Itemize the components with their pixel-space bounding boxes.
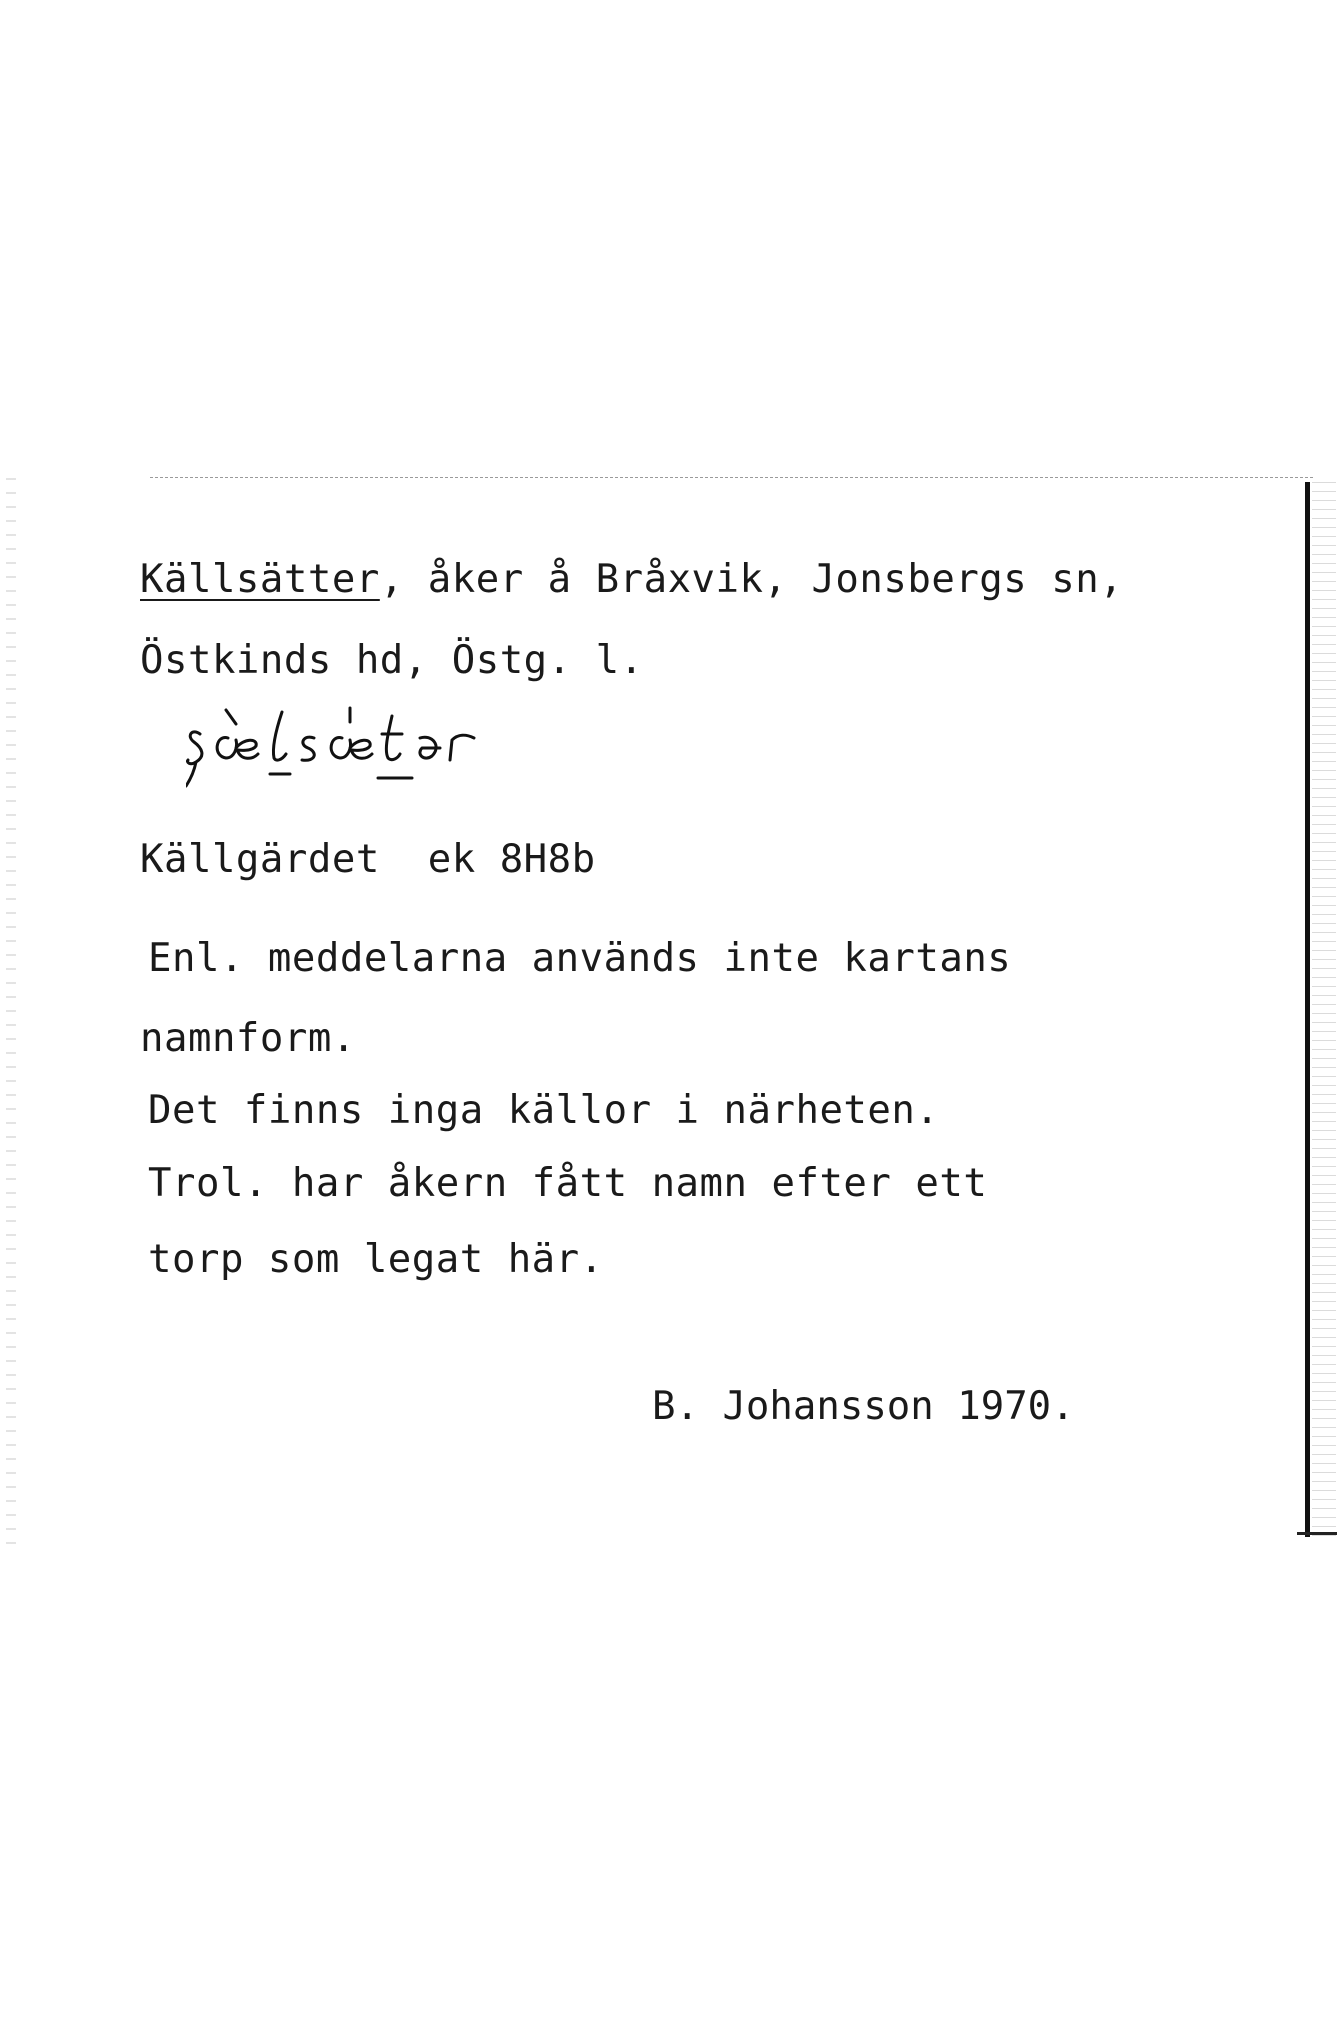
- note-line-2: namnform.: [140, 1016, 356, 1061]
- note-line-1: Enl. meddelarna används inte kartans: [148, 936, 1012, 981]
- note-line-5: torp som legat här.: [148, 1237, 604, 1282]
- note-line-4: Trol. har åkern fått namn efter ett: [148, 1161, 988, 1206]
- place-description: , åker å Bråxvik, Jonsbergs sn,: [379, 557, 1124, 602]
- card-right-shadow: [1312, 482, 1336, 1537]
- card-top-edge: [150, 477, 1313, 478]
- place-name: Källsätter: [140, 557, 380, 602]
- map-reference: Källgärdet ek 8H8b: [140, 837, 596, 882]
- card-heading: [140, 557, 1124, 602]
- scan-edge-speckle: [6, 478, 16, 1548]
- card-right-edge: [1305, 482, 1310, 1537]
- location-line: Östkinds hd, Östg. l.: [140, 638, 644, 683]
- card-bottom-corner: [1297, 1532, 1337, 1535]
- handwritten-phonetic-transcription: [186, 690, 486, 790]
- signature-line: B. Johansson 1970.: [652, 1384, 1075, 1429]
- note-line-3: Det finns inga källor i närheten.: [148, 1088, 940, 1133]
